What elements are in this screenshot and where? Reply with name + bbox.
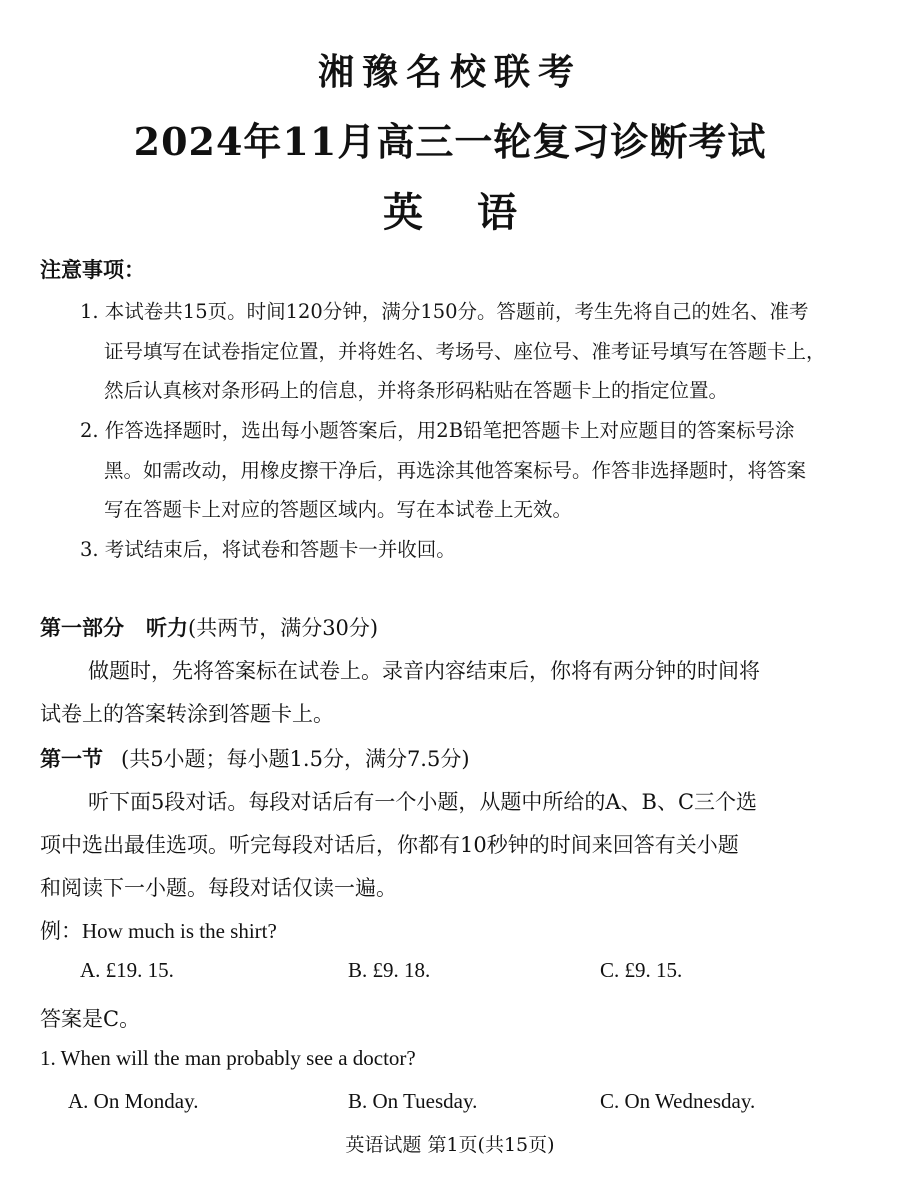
question-1-option-c: C. On Wednesday. (600, 1089, 756, 1113)
section1-heading (40, 743, 470, 773)
notes-heading: 注意事项： (40, 257, 145, 282)
note-line: 黑。如需改动，用橡皮擦干净后，再选涂其他答案标号。作答非选择题时，将答案 (104, 459, 807, 482)
part1-detail: (共两节，满分30分) (188, 616, 379, 640)
example-question (40, 915, 277, 945)
example-option-b: B. £9. 18. (348, 958, 431, 982)
question-1: 1. When will the man probably see a doctor? (40, 1046, 416, 1070)
part1-heading (40, 612, 378, 642)
example-option-c: C. £9. 15. (600, 958, 683, 982)
section1-detail: (共5小题；每小题1.5分，满分7.5分) (121, 747, 470, 771)
note-line: 然后认真核对条形码上的信息，并将条形码粘贴在答题卡上的指定位置。 (104, 379, 729, 402)
subject-title: 英语 (383, 189, 571, 236)
part1-intro-line: 试卷上的答案转涂到答题卡上。 (40, 702, 334, 726)
section1-intro-line: 和阅读下一小题。每段对话仅读一遍。 (40, 876, 397, 900)
part1-name: 听力 (146, 615, 188, 640)
section1-intro-line: 听下面5段对话。每段对话后有一个小题，从题中所给的A、B、C三个选 (88, 790, 758, 814)
part1-intro-line: 做题时，先将答案标在试卷上。录音内容结束后，你将有两分钟的时间将 (88, 659, 760, 683)
question-1-option-a: A. On Monday. (68, 1089, 199, 1113)
note-line: 1. 本试卷共15页。时间120分钟，满分150分。答题前，考生先将自己的姓名、准考 (80, 300, 809, 323)
note-line: 3. 考试结束后，将试卷和答题卡一并收回。 (80, 538, 456, 561)
note-line: 证号填写在试卷指定位置，并将姓名、考场号、座位号、准考证号填写在答题卡上， (104, 340, 826, 363)
note-line: 写在答题卡上对应的答题区域内。写在本试卷上无效。 (104, 498, 573, 521)
example-answer: 答案是C。 (40, 1007, 141, 1031)
example-option-a: A. £19. 15. (80, 958, 174, 982)
exam-name-title: 2024年11月高三一轮复习诊断考试 (133, 119, 767, 164)
note-line: 2. 作答选择题时，选出每小题答案后，用2B铅笔把答题卡上对应题目的答案标号涂 (80, 419, 795, 442)
example-label: 例： (40, 919, 82, 943)
section1-title: 第一节 (40, 746, 103, 771)
page-footer: 英语试题 第1页(共15页) (345, 1134, 555, 1156)
part1-title: 第一部分 (40, 615, 124, 640)
example-question-text: How much is the shirt? (82, 919, 277, 943)
section1-intro-line: 项中选出最佳选项。听完每段对话后，你都有10秒钟的时间来回答有关小题 (40, 833, 739, 857)
question-1-option-b: B. On Tuesday. (348, 1089, 478, 1113)
exam-organizer-title: 湘豫名校联考 (317, 51, 582, 93)
